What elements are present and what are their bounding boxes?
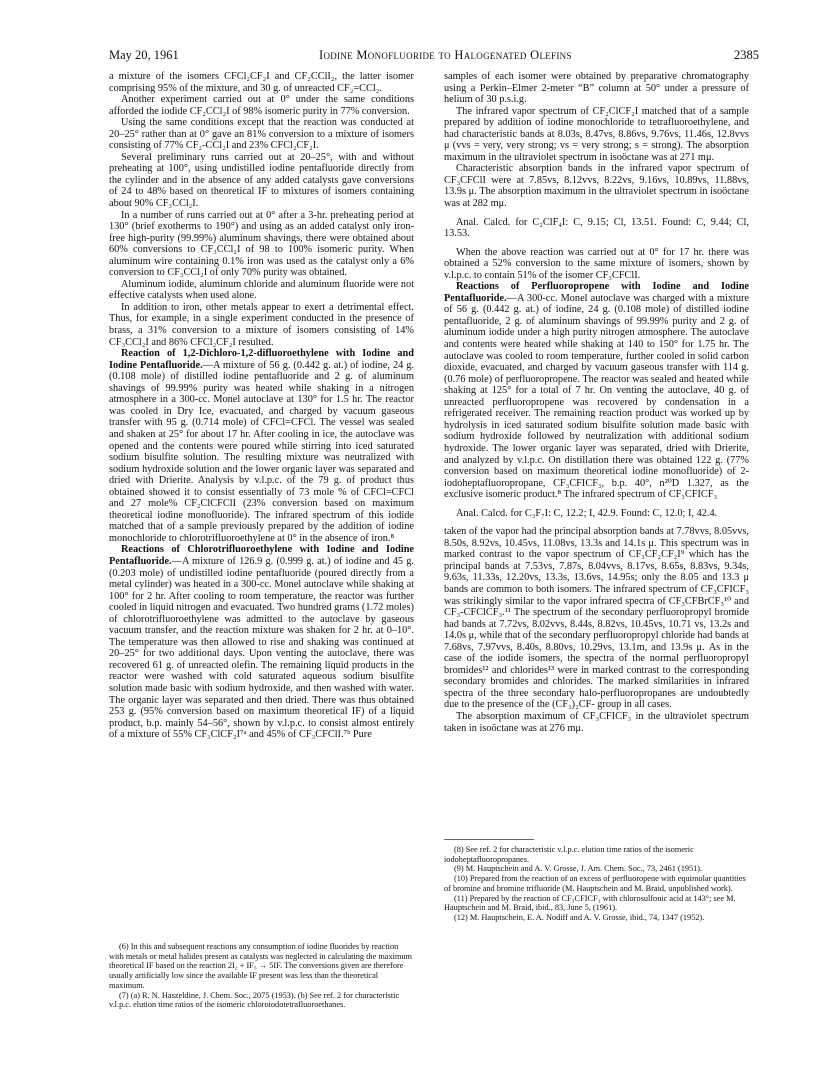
footnote: (6) In this and subsequent reactions any consumption of iodine fluorides by reaction with metals or metal halides present as catalysts was neglected in calculating the maximum theoretical IF based on the reaction 2I₂ + IF₅ → 5IF. The conversions given are therefore usually artificially low since the available IF present was less than the theoretical maximum. xyxy=(109,942,412,990)
paragraph: When the above reaction was carried out at 0° for 17 hr. there was obtained a 52% conversion to the same mixture of isomers, shown by v.l.p.c. to contain 51% of the isomer CF₃CFClI. xyxy=(444,246,749,281)
section-paragraph xyxy=(444,281,749,500)
paragraph: The absorption maximum of CF₃CFICF₃ in the ultraviolet spectrum taken in isoöctane was at 276 mμ. xyxy=(444,710,749,734)
paragraph: The infrared vapor spectrum of CF₂ClCF₂I matched that of a sample prepared by addition of iodine monochloride to tetrafluoroethylene, and had characteristic bands at 8.03s, 8.47vs, 8.86vs, 9.76vs, 11.46s, 12.8vvs μ (vvs = very, very strong; vs = very strong; s = strong). The absorption maximum in the ultraviolet spectrum in isoöctane was at 271 mμ. xyxy=(444,105,749,163)
section-heading: Reactions of Perfluoropropene with Iodine and Iodine Pentafluoride. xyxy=(444,281,749,304)
running-header xyxy=(109,48,759,66)
paragraph: samples of each isomer were obtained by preparative chromatography using a Perkin–Elmer 2-meter “B” column at 50° under a pressure of helium of 30 p.s.i.g. xyxy=(444,71,749,106)
left-footnotes xyxy=(109,942,414,1010)
right-footnotes xyxy=(444,832,749,923)
section-paragraph xyxy=(109,348,414,544)
paragraph: Using the same conditions except that the reaction was conducted at 20–25° rather than at 0° gave an 81% conversion to a mixture of isomers consisting of 77% CF₂-CCl₂I and 23% CFCl₂CF₂I. xyxy=(109,117,414,152)
section-text: —A mixture of 126.9 g. (0.999 g. at.) of iodine and 45 g. (0.203 mole) of undistilled iodine pentafluoride (poured directly from a metal cylinder) was heated in a 300-cc. Monel autoclave while shaking at 100° for 2 hr. After cooling to room temperature, the reactor was further cooled in liquid nitrogen and evacuated. Two hundred grams (1.72 moles) of chlorotrifluoroethylene was admitted to the autoclave by gaseous vacuum transfer, and the reaction mixture was shaken for 2 hr. at 0–10°. The temperature was then allowed to rise and shaking was continued at 20–25° for two additional days. Upon venting the autoclave, there was recovered 61 g. of unreacted olefin. The remaining liquid products in the reactor were washed with cold saturated aqueous sodium bisulfite solution made basic with sodium hydroxide, and then washed with water. The organic layer was separated and then dried. There was thus obtained 253 g. (95% conversion based on maximum theoretical IF) of a liquid product, b.p. mainly 54–56°, shown by v.l.p.c. to consist almost entirely of a mixture of 55% CF₃ClCF₂I⁷ᵃ and 45% of CF₃CFClI.⁷ᵇ Pure xyxy=(109,555,414,741)
section-text: —A 300-cc. Monel autoclave was charged with a mixture of 56 g. (0.442 g. at.) of iodine, 24 g. (0.108 mole) of distilled iodine pentafluoride, 2 g. of aluminum shavings of 99.99% purity and 2 g. of aluminum iodide under a high purity nitrogen atmosphere. The autoclave and contents were heated while shaking at 140 to 150° for 1.75 hr. The autoclave was cooled to room temperature, further cooled in solid carbon dioxide, evacuated, and charged by vacuum gaseous transfer with 114 g. (0.76 mole) of perfluoropropene. The reactor was sealed and heated while shaking at 125° for a total of 7 hr. On venting the autoclave, 40 g. of unreacted perfluoropropene was recovered by condensation in a refrigerated receiver. The remaining reaction product was worked up by hydrolysis in iced saturated sodium bisulfite solution made basic with sodium hydroxide followed by neutralization with additional sodium hydroxide. The lower organic layer was separated, dried with Drierite, and analyzed by v.l.p.c. On distillation there was obtained 122 g. (77% conversion based on maximum theoretical iodine monofluoride) of 2-iodoheptafluoropropane, CF₃CFICF₃, b.p. 40°, n²⁰D 1.327, as the exclusive isomeric product.⁸ The infrared spectrum of CF₃CFICF₃ xyxy=(444,292,749,501)
paragraph: Another experiment carried out at 0° under the same conditions afforded the iodide CF₂CCl₂I of 98% isomeric purity in 77% conversion. xyxy=(109,94,414,117)
header-date: May 20, 1961 xyxy=(109,48,179,62)
paragraph: taken of the vapor had the principal absorption bands at 7.78vvs, 8.05vvs, 8.50s, 8.92vs, 10.45vs, 11.08vs, 13.3s and 14.1s μ. This spectrum was in marked contrast to the vapor spectrum of CF₃CF₂CF₂I⁹ which has the principal bands at 7.53vs, 7.87s, 8.04vvs, 8.17vs, 8.65s, 8.83vs, 9.34s, 9.63s, 11.33s, 12.20vs, 13.3s, 13.6vs, 14.95s; only the 8.05 and 13.3 μ bands are common to both isomers. The infrared spectrum of CF₃CFICF₃ was strikingly similar to the vapor infrared spectra of CF₃CFBrCF₃¹⁰ and CF₃-CFClCF₃.¹¹ The spectrum of the secondary perfluoropropyl bromide had bands at 7.72vs, 8.02vvs, 8.44s, 8.82vs, 10.45vs, 10.71 vs, 13.2s and 14.0s μ, while that of the secondary perfluoropropyl chloride had bands at 7.68vs, 7.97vvs, 8.40s, 8.80vs, 10.29vs, 13.1m, and 13.9s μ. As in the case of the iodide isomers, the spectra of the normal perfluoropropyl bromides¹² and chlorides¹³ were in marked contrast to the corresponding secondary bromides and chlorides. The marked similarities in infrared spectra of the three secondary halo-perfluoropropanes are undoubtedly due to the presence of the (CF₃)₂CF- group in all cases. xyxy=(444,526,749,711)
analysis-line: Anal. Calcd. for C₂ClF₄I: C, 9.15; Cl, 13.51. Found: C, 9.44; Cl, 13.53. xyxy=(444,216,749,240)
paragraph: Several preliminary runs carried out at 20–25°, with and without preheating at 100°, using undistilled iodine pentafluoride directly from the cylinder and in the absence of any added catalysts gave conversions of 24 to 48% based on theoretical IF to mixtures of isomers containing about 90% CF₃CCl₂I. xyxy=(109,151,414,210)
footnote: (12) M. Hauptschein, E. A. Nodiff and A. V. Grosse, ibid., 74, 1347 (1952). xyxy=(454,912,705,922)
section-text: —A mixture of 56 g. (0.442 g. at.) of iodine, 24 g. (0.108 mole) of distilled iodine pentafluoride and 2 g. of aluminum shavings of 99.99% purity was heated while shaking in a nitrogen atmosphere in a 300-cc. Monel autoclave at 130° for 1.5 hr. The reactor was cooled in Dry Ice, evacuated, and charged by vacuum gaseous transfer with 95 g. (0.714 mole) of CFCl=CFCl. The vessel was sealed and shaken at 25° for about 17 hr. After cooling in ice, the autoclave was opened and the contents were poured while stirring into iced saturated sodium bisulfite solution. The resulting mixture was neutralized with sodium hydroxide solution and the lower organic layer was separated and dried with Drierite. Analysis by v.l.p.c. of the 79 g. of product thus obtained showed it to consist essentially of 73 mole % of CFCl=CFCl and 27 mole% CF₂ClCFClI (23% conversion based on maximum theoretical iodine monofluoride). The infrared spectrum of this iodide matched that of a sample previously prepared by the addition of iodine monochloride to chlorotrifluoroethylene at 0° in the absence of iron.⁸ xyxy=(109,359,414,544)
left-column xyxy=(109,71,414,741)
header-title: Iodine Monofluoride to Halogenated Olefins xyxy=(319,48,572,62)
footnote: (7) (a) R. N. Haszeldine, J. Chem. Soc., 2075 (1953). (b) See ref. 2 for characteristic v.l.p.c. elution time ratios of the isomeric chloroiodotetrafluoroethanes. xyxy=(109,990,400,1010)
paragraph: In a number of runs carried out at 0° after a 3-hr. preheating period at 130° (brief exotherms to 190°) and using as an added catalyst only iron-free high-purity (99.99%) aluminum shavings, there were obtained about 60% conversions to CF₃CCl₂I of 98 to 100% isomeric purity. When aluminum wire containing 0.1% iron was used as the catalyst only a 6% conversion to CF₃CCl₂I of only 70% purity was obtained. xyxy=(109,209,414,279)
paragraph: In addition to iron, other metals appear to exert a detrimental effect. Thus, for example, in a single experiment conducted in the presence of brass, a 31% conversion to a mixture of isomers consisting of 14% CF₃CCl₂I and 86% CFCl₂CF₂I resulted. xyxy=(109,301,414,348)
paragraph: Characteristic absorption bands in the infrared vapor spectrum of CF₃CFClI were at 7.85vs, 8.12vvs, 8.22vs, 9.16vs, 10.89vs, 11.88vs, 13.9s μ. The absorption maximum in the ultraviolet spectrum in isoöctane was at 282 mμ. xyxy=(444,163,749,210)
footnote: (8) See ref. 2 for characteristic v.l.p.c. elution time ratios of the isomeric iodoheptafluoropropanes. xyxy=(444,845,694,864)
section-paragraph xyxy=(109,544,414,740)
section-heading: Reactions of Chlorotrifluoroethylene with Iodine and Iodine Pentafluoride. xyxy=(109,544,414,567)
analysis-line: Anal. Calcd. for C₃F₇I: C, 12.2; I, 42.9. Found: C, 12.0; I, 42.4. xyxy=(456,507,718,519)
paragraph: Aluminum iodide, aluminum chloride and aluminum fluoride were not effective catalysts when used alone. xyxy=(109,278,414,302)
page-number: 2385 xyxy=(734,48,759,62)
footnote: (11) Prepared by the reaction of CF₃CFICF₃ with chlorosulfonic acid at 143°; see M. Hauptschein and M. Braid, ibid., 83, June 5, (1961). xyxy=(444,893,736,913)
footnote: (9) M. Hauptschein and A. V. Grosse, J. Am. Chem. Soc., 73, 2461 (1951). xyxy=(454,864,703,874)
paragraph: a mixture of the isomers CFCl₂CF₂I and CF₂CClI₂, the latter isomer comprising 95% of the mixture, and 30 g. of unreacted CF₂=CCl₂. xyxy=(109,71,414,94)
footnote-rule xyxy=(444,839,534,840)
section-heading: Reaction of 1,2-Dichloro-1,2-difluoroethylene with Iodine and Iodine Pentafluoride. xyxy=(109,348,414,371)
right-column xyxy=(444,71,749,734)
footnote: (10) Prepared from the reaction of an excess of perfluoropene with equimolar quantities of bromine and bromine trifluoride (M. Hauptschein and M. Braid, unpublished work). xyxy=(444,874,746,893)
